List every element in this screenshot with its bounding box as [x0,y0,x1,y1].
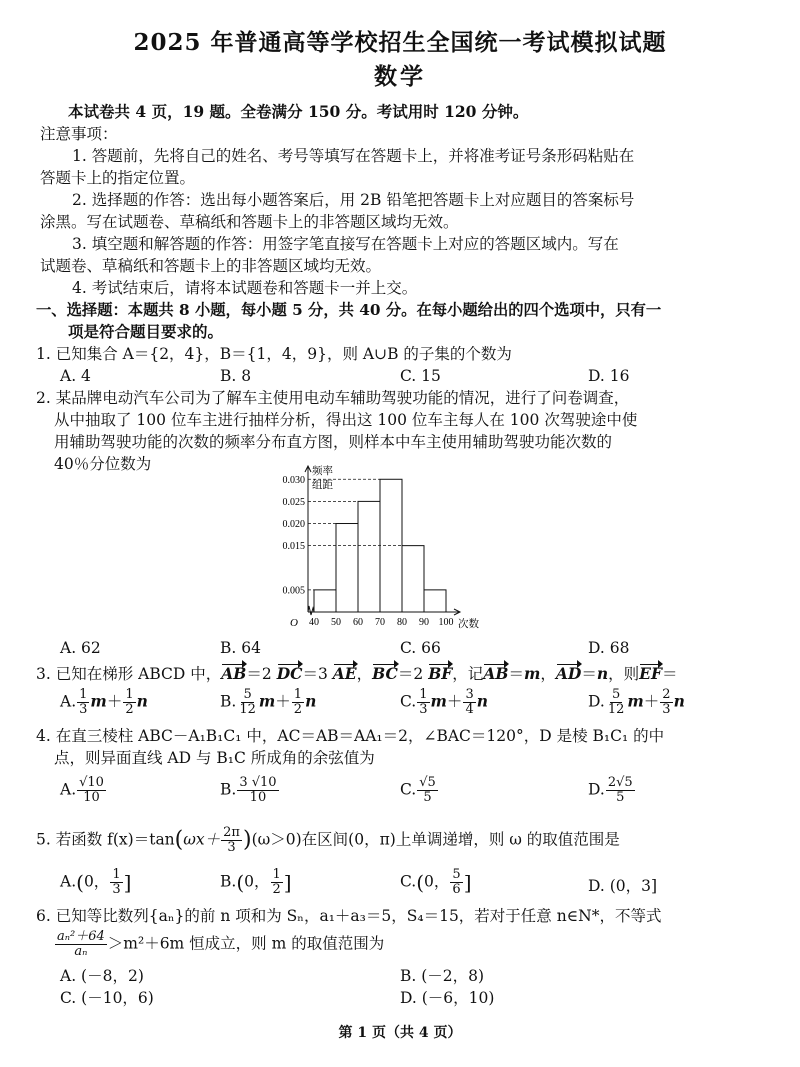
vector-dc: DC [276,664,303,683]
numerator: 1 [125,687,134,702]
option-label: C. [400,872,417,891]
q5-stem [36,826,620,855]
numerator: aₙ²＋64 [57,929,105,944]
section-heading: 一、选择题：本题共 8 小题，每小题 5 分，共 40 分。在每小题给出的四个选项中，只有一 [36,301,662,319]
q3-stem-end: ，则 [608,665,640,683]
q5-option-b [220,868,292,897]
vector-ab: AB [221,664,247,683]
numerator: 2√5 [607,775,633,790]
denominator: 2 [272,882,281,897]
notice-line: 3. 填空题和解答题的作答：用签字笔直接写在答题卡上对应的答题区域内。写在 [72,235,619,253]
vector-ab-2: AB [483,664,509,683]
numerator: √10 [79,775,104,790]
option-label: A. [60,692,77,711]
q2-stem-line: 40％分位数为 [54,455,152,473]
denominator: 5 [423,790,432,805]
denominator: 12 [239,702,256,717]
bracket-right: ] [283,870,292,895]
histogram-bar [314,590,336,612]
numerator: 1 [112,867,121,882]
vector-ad: AD [555,664,582,683]
plus: ＋ [275,692,291,711]
q4-stem-line: 4. 在直三棱柱 ABC－A₁B₁C₁ 中，AC＝AB＝AA₁＝2，∠BAC＝120°，D 是棱 B₁C₁ 的中 [36,727,665,745]
fraction [271,868,283,897]
numerator: 3 [465,687,474,702]
fraction [463,688,475,717]
q3-stem-start: 3. 已知在梯形 ABCD 中， [36,665,222,683]
numerator: 3 √10 [239,775,277,790]
vector-ef: EF [639,664,662,683]
numerator: 2π [223,825,240,840]
q6-stem-line-2 [54,930,384,959]
histogram-bar [336,524,358,612]
option-label: B. [220,692,237,711]
denominator: 3 [662,702,671,717]
notice-line: 试题卷、草稿纸和答题卡上的非答题区域均无效。 [40,257,382,275]
paren-left: ( [174,827,184,853]
bracket-right: ] [123,870,132,895]
option-label: A. [60,780,77,799]
fraction [77,688,89,717]
paren-left: ( [236,870,245,895]
x-tick-label: 60 [353,617,363,628]
q6-option-d: D. (－6，10) [400,989,495,1007]
fraction [123,688,135,717]
q4-option-c [400,776,439,805]
numerator: 2 [662,687,671,702]
section-heading-cont: 项是符合题目要求的。 [68,322,224,341]
q6-option-c: C. (－10，6) [60,989,154,1007]
denominator: 12 [607,702,625,717]
denominator: 5 [616,790,625,805]
q5-stem-end: (ω＞0)在区间(0，π)上单调递增，则 ω 的取值范围是 [251,830,620,849]
exam-intro: 本试卷共 4 页，19 题。全卷满分 150 分。考试用时 120 分钟。 [68,102,529,121]
q3-eq: ＝ [662,665,678,683]
q6-option-a: A. (－8，2) [60,967,144,985]
denominator: 3 [79,702,88,717]
q1-option-c: C. 15 [400,367,441,385]
q2-option-a: A. 62 [60,639,101,657]
fraction [55,930,107,959]
q4-option-b [220,776,280,805]
exam-title: 2025 年普通高等学校招生全国统一考试模拟试题 [133,29,667,56]
y-axis-label-bottom: 组距 [312,480,333,491]
option-label: A. [60,872,77,891]
q2-option-b: B. 64 [220,639,261,657]
q3-stem-mid: ，记 [452,665,484,683]
bracket-right: ] [463,870,472,895]
denominator: aₙ [74,944,88,959]
q5-stem-start: 5. 若函数 f(x)＝tan [36,830,175,849]
q3-option-b [220,688,316,717]
q5-option-a [60,868,131,897]
option-label: B. [220,780,237,799]
q2-stem-line: 从中抽取了 100 位车主进行抽样分析，得出这 100 位车主每人在 100 次驾驶途中使 [54,411,638,429]
y-axis-label-top: 频率 [312,466,333,477]
q3-eq: ＝3 [302,665,328,683]
fraction [606,688,627,717]
vector-ae: AE [332,664,357,683]
plus: ＋ [106,692,123,711]
histogram-bar [424,590,446,612]
fraction [417,688,429,717]
symbol-m: m [430,691,447,711]
vector-bc: BC [372,664,398,683]
numerator: 1 [419,687,428,702]
symbol-m: m [627,691,644,711]
axis-break [308,606,314,615]
q3-option-a [60,688,148,717]
fraction [417,776,438,805]
notice-line: 4. 考试结束后，请将本试题卷和答题卡一并上交。 [72,279,418,297]
q3-option-c [400,688,488,717]
x-tick-label: 40 [309,617,319,628]
fraction [77,776,106,805]
q6-option-b: B. (－2，8) [400,967,485,985]
numerator: 5 [452,867,461,882]
plus: ＋ [446,692,463,711]
option-label: D. [588,780,605,799]
symbol-n: n [305,691,317,711]
origin-label: O [290,617,298,629]
fraction [292,688,304,717]
paren-left: ( [416,870,425,895]
denominator: 2 [125,702,134,717]
q5-option-d: D. (0，3] [588,877,658,895]
q3-stem [36,664,678,684]
q1-option-b: B. 8 [220,367,252,385]
denominator: 6 [452,882,461,897]
fraction [221,826,242,855]
fraction [606,776,635,805]
q1-option-d: D. 16 [588,367,630,385]
denominator: 3 [112,882,121,897]
option-label: C. [400,780,417,799]
denominator: 4 [465,702,474,717]
numerator: 5 [611,687,621,702]
plus: ＋ [643,692,660,711]
x-tick-label: 80 [397,617,407,628]
symbol-n: n [136,691,148,711]
q2-option-d: D. 68 [588,639,630,657]
numerator: 1 [272,867,281,882]
fraction [237,688,258,717]
x-tick-label: 50 [331,617,341,628]
q3-eq: ＝ [508,665,524,683]
numerator: 1 [293,687,303,702]
paren-left: ( [76,870,84,895]
q5-option-c [400,868,472,897]
symbol-m: m [523,664,541,683]
symbol-n: n [476,691,488,711]
fraction [450,868,462,897]
notice-line: 答题卡上的指定位置。 [40,169,196,187]
denominator: 10 [83,790,100,805]
q3-sep: ， [540,665,556,683]
notice-heading: 注意事项： [40,125,118,143]
interval-start: 0， [83,872,110,891]
symbol-m: m [258,691,276,711]
q2-stem-line: 用辅助驾驶功能的次数的频率分布直方图，则样本中车主使用辅助驾驶功能次数的 [54,433,613,451]
x-tick-label: 100 [438,617,454,628]
q5-inner: ωx＋ [183,830,221,849]
symbol-m: m [90,691,107,711]
interval-start: 0， [424,872,450,891]
notice-line: 2. 选择题的作答：选出每小题答案后，用 2B 铅笔把答题卡上对应题目的答案标号 [72,191,635,209]
q1-option-a: A. 4 [60,367,91,385]
notice-line: 1. 答题前，先将自己的姓名、考号等填写在答题卡上，并将准考证号条形码粘贴在 [72,147,635,165]
notice-line: 涂黑。写在试题卷、草稿纸和答题卡上的非答题区域均无效。 [40,213,459,231]
q4-stem-line: 点，则异面直线 AD 与 B₁C 所成角的余弦值为 [54,749,375,767]
vector-bf: BF [428,664,453,683]
frequency-histogram [260,462,510,634]
denominator: 3 [227,840,236,855]
numerator: √5 [419,775,436,790]
fraction [660,688,672,717]
q4-option-d [588,776,636,805]
symbol-n: n [596,664,609,683]
q1-stem: 1. 已知集合 A＝{2，4}，B＝{1，4，9}，则 A∪B 的子集的个数为 [36,345,512,363]
y-tick-label: 0.005 [282,585,305,597]
q6-stem-end: ＞m²＋6m 恒成立，则 m 的取值范围为 [107,934,385,953]
q3-eq: ＝2 [246,665,272,683]
numerator: 5 [243,687,252,702]
option-label: D. [588,692,605,711]
x-tick-label: 70 [375,617,385,628]
histogram-bar [358,501,380,612]
q3-sep: ， [356,665,373,683]
denominator: 2 [293,702,303,717]
y-tick-label: 0.025 [282,496,305,508]
page-footer: 第 1 页（共 4 页） [338,1025,462,1041]
symbol-n: n [673,691,685,711]
q3-eq: ＝2 [397,665,424,683]
q2-stem-line: 2. 某品牌电动汽车公司为了解车主使用电动车辅助驾驶功能的情况，进行了问卷调查， [36,389,630,407]
y-tick-label: 0.030 [282,474,305,486]
denominator: 3 [419,702,428,717]
histogram-bar [402,546,424,612]
denominator: 10 [249,790,267,805]
q3-option-d [588,688,685,717]
x-tick-label: 90 [419,617,429,628]
q4-option-a [60,776,107,805]
y-tick-label: 0.015 [282,541,305,553]
exam-subject: 数学 [374,63,426,90]
q2-option-c: C. 66 [400,639,441,657]
paren-right: ) [242,827,252,853]
interval-start: 0， [244,872,270,891]
x-axis-label: 次数 [458,619,479,630]
option-label: B. [220,872,237,891]
numerator: 1 [79,687,88,702]
q6-stem-line: 6. 已知等比数列{aₙ}的前 n 项和为 Sₙ，a₁＋a₃＝5，S₄＝15，若对于任意 n∈N*，不等式 [36,907,662,925]
fraction [110,868,122,897]
fraction [237,776,278,805]
option-label: C. [400,692,417,711]
y-tick-label: 0.020 [282,519,305,531]
q3-eq: ＝ [581,665,597,683]
